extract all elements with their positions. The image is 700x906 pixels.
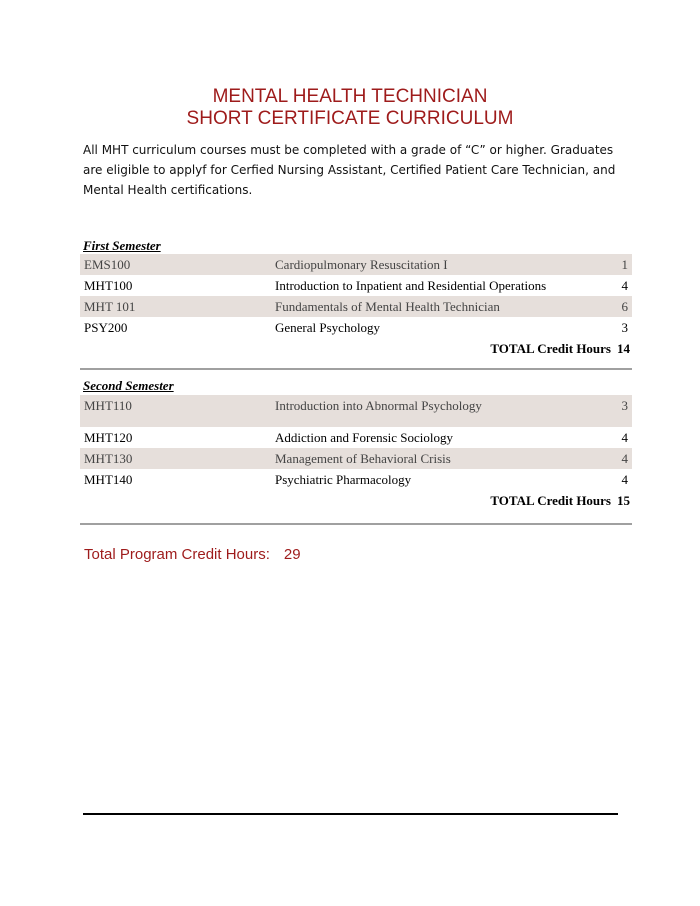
semester-total: [80, 490, 632, 512]
section-divider: [80, 368, 632, 370]
course-name: Management of Behavioral Crisis: [275, 451, 451, 466]
semester-heading-second: Second Semester: [83, 378, 174, 393]
semester-total: [80, 338, 632, 360]
course-name: Introduction to Inpatient and Residential Operations: [275, 278, 547, 293]
course-name: General Psychology: [275, 320, 381, 335]
course-row: [80, 395, 632, 427]
course-hours: 6: [621, 299, 628, 314]
course-row: [80, 254, 632, 275]
course-name: Fundamentals of Mental Health Technician: [275, 299, 500, 314]
course-hours: 3: [621, 320, 628, 335]
course-code: MHT120: [84, 430, 133, 445]
course-row: [80, 448, 632, 469]
course-code: PSY200: [84, 320, 128, 335]
course-code: MHT100: [84, 278, 133, 293]
course-name: Addiction and Forensic Sociology: [275, 430, 454, 445]
course-row: [80, 469, 632, 490]
course-hours: 1: [621, 257, 628, 272]
semester-table-first: [80, 254, 632, 360]
section-divider: [80, 523, 632, 525]
title-line-2: SHORT CERTIFICATE CURRICULUM: [186, 108, 514, 129]
course-hours: 4: [621, 451, 628, 466]
course-name: Introduction into Abnormal Psychology: [275, 398, 482, 413]
total-label: TOTAL Credit Hours: [490, 493, 611, 508]
course-code: EMS100: [84, 257, 131, 272]
course-hours: 3: [621, 398, 628, 413]
program-total-value: 29: [283, 546, 301, 563]
course-row: [80, 275, 632, 296]
course-row: [80, 427, 632, 448]
course-code: MHT110: [84, 398, 132, 413]
semester-heading-first: First Semester: [83, 238, 161, 253]
footer-divider: [83, 813, 618, 815]
document-title: [0, 86, 700, 130]
course-row: [80, 296, 632, 317]
course-hours: 4: [621, 278, 628, 293]
semester-table-second: [80, 395, 632, 512]
total-value: 15: [617, 493, 630, 508]
course-code: MHT130: [84, 451, 133, 466]
course-code: MHT 101: [84, 299, 136, 314]
program-total-label: Total Program Credit Hours:: [84, 546, 270, 563]
total-label: TOTAL Credit Hours: [490, 341, 611, 356]
course-code: MHT140: [84, 472, 133, 487]
course-hours: 4: [621, 430, 628, 445]
title-line-1: MENTAL HEALTH TECHNICIAN: [212, 86, 488, 107]
program-total: [84, 546, 301, 563]
course-hours: 4: [621, 472, 628, 487]
course-row: [80, 317, 632, 338]
intro-paragraph: All MHT curriculum courses must be completed with a grade of “C” or higher. Graduates are eligible to applyf for Cerfied Nursing Assistant, Certified Patient Care Technician, and Mental Health certifications.: [83, 143, 616, 197]
course-name: Cardiopulmonary Resuscitation I: [275, 257, 448, 272]
total-value: 14: [617, 341, 630, 356]
course-name: Psychiatric Pharmacology: [275, 472, 412, 487]
